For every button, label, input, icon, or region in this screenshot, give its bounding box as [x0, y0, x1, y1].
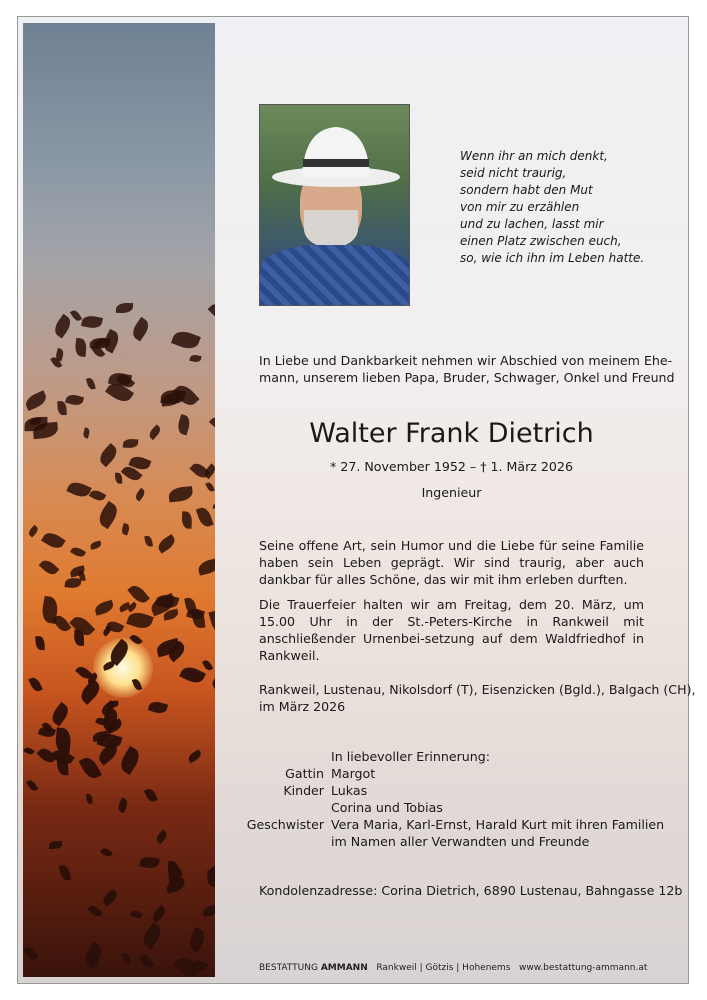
leaf-silhouette: [74, 338, 87, 357]
relatives-list: [240, 748, 664, 850]
leaf-silhouette: [203, 463, 215, 479]
leaf-silhouette: [66, 479, 91, 500]
leaf-silhouette: [81, 314, 103, 330]
intro-text: [259, 352, 675, 386]
relative-row: [240, 748, 664, 765]
leaf-silhouette: [26, 779, 38, 793]
leaf-silhouette: [24, 390, 49, 411]
relative-names: Corina und Tobias: [331, 800, 443, 815]
ceremony-paragraph: Die Trauerfeier halten wir am Freitag, dem 20. März, um 15.00 Uhr in der St.-Peters-Kirche in Rankweil mit anschließender Urnenbei-setzung auf dem Waldfriedhof in Rankweil.: [259, 597, 644, 663]
tribute-paragraph: Seine offene Art, sein Humor und die Liebe für seine Familie haben sein Leben geprägt. Wir sind traurig, aber auch dankbar für alles Schöne, das wir mit ihm erleben durften.: [259, 538, 644, 587]
website-link[interactable]: www.bestattung-ammann.at: [518, 963, 648, 973]
leaf-silhouette: [100, 846, 113, 858]
leaf-silhouette: [179, 664, 206, 687]
relative-row: [240, 833, 664, 850]
relative-row: [240, 799, 664, 816]
footer: [259, 963, 647, 973]
leaf-silhouette: [154, 830, 169, 845]
leaf-silhouette: [107, 701, 119, 708]
places-date: [259, 681, 696, 715]
locations: Rankweil | Götzis | Hohenems: [376, 963, 511, 973]
relation-label: [240, 833, 331, 850]
leaf-silhouette: [155, 534, 177, 554]
leaf-silhouette: [52, 314, 75, 339]
leaf-silhouette: [39, 557, 60, 578]
leaf-silhouette: [213, 503, 215, 510]
intro-line: mann, unserem lieben Papa, Bruder, Schwager, Onkel und Freund: [259, 370, 675, 385]
quote-line: sondern habt den Mut: [460, 183, 593, 197]
leaf-silhouette: [147, 424, 162, 440]
leaf-silhouette: [69, 309, 81, 323]
leaf-silhouette: [64, 393, 83, 408]
leaf-silhouette: [207, 871, 215, 887]
relative-row: [240, 816, 664, 833]
sunset-image: [23, 23, 215, 977]
relative-names: im Namen aller Verwandten und Freunde: [331, 834, 590, 849]
leaf-silhouette: [93, 599, 114, 615]
leaf-silhouette: [127, 582, 150, 606]
leaf-silhouette: [116, 303, 133, 314]
intro-line: In Liebe und Dankbarkeit nehmen wir Abschied von meinem Ehe-: [259, 353, 673, 368]
leaf-silhouette: [181, 512, 192, 530]
leaf-silhouette: [209, 608, 215, 635]
profession: Ingenieur: [421, 485, 482, 500]
leaf-silhouette: [58, 864, 71, 881]
leaf-silhouette: [41, 530, 65, 552]
leaf-silhouette: [171, 328, 201, 352]
condolence-address: Kondolenzadresse: Corina Dietrich, 6890 Lustenau, Bahngasse 12b: [259, 883, 683, 898]
quote-line: Wenn ihr an mich denkt,: [460, 149, 608, 163]
leaf-silhouette: [139, 953, 155, 971]
leaf-silhouette: [28, 676, 43, 694]
leaf-silhouette: [89, 488, 107, 503]
leaf-silhouette: [197, 557, 215, 575]
leaf-silhouette: [168, 486, 193, 503]
life-dates: * 27. November 1952 – † 1. März 2026: [330, 459, 573, 474]
leaf-silhouette: [187, 749, 203, 763]
leaf-silhouette: [209, 669, 215, 690]
leaf-silhouette: [209, 414, 215, 433]
leaf-silhouette: [190, 354, 202, 363]
leaf-silhouette: [126, 610, 154, 632]
leaf-silhouette: [55, 348, 65, 361]
quote-line: und zu lachen, lasst mir: [460, 217, 604, 231]
leaf-silhouette: [202, 905, 215, 917]
leaf-silhouette: [134, 488, 147, 502]
leaf-silhouette: [52, 613, 71, 634]
leaf-silhouette: [115, 473, 122, 485]
leaf-silhouette: [28, 525, 40, 537]
leaf-silhouette: [24, 746, 36, 757]
relative-names: Margot: [331, 766, 376, 781]
leaf-silhouette: [123, 439, 139, 449]
leaf-silhouette: [117, 797, 130, 813]
leaf-silhouette: [130, 909, 143, 921]
relation-label: Kinder: [283, 783, 324, 798]
quote-line: seid nicht traurig,: [460, 166, 567, 180]
deceased-name: Walter Frank Dietrich: [309, 418, 594, 449]
leaf-silhouette: [49, 702, 72, 726]
places-line: Rankweil, Lustenau, Nikolsdorf (T), Eisenzicken (Bgld.), Balgach (CH),: [259, 682, 696, 697]
relation-label: Geschwister: [246, 817, 324, 832]
brand-name-bold: AMMANN: [320, 963, 368, 973]
leaf-silhouette: [23, 945, 39, 963]
relative-row: [240, 782, 664, 799]
leaf-silhouette: [100, 889, 119, 907]
leaf-silhouette: [89, 541, 102, 550]
leaf-silhouette: [81, 427, 90, 439]
brand-name: BESTATTUNG: [259, 963, 318, 973]
leaf-silhouette: [121, 523, 131, 536]
portrait-photo: [259, 104, 410, 306]
relation-label: [240, 799, 331, 816]
leaf-silhouette: [140, 922, 165, 948]
leaf-silhouette: [96, 501, 122, 530]
quote-line: einen Platz zwischen euch,: [460, 234, 622, 248]
leaf-silhouette: [87, 903, 103, 919]
leaf-silhouette: [55, 728, 72, 754]
leaf-silhouette: [197, 505, 214, 527]
relative-names: Vera Maria, Karl-Ernst, Harald Kurt mit ihren Familien: [331, 817, 665, 832]
relative-names: Lukas: [331, 783, 368, 798]
quote-line: von mir zu erzählen: [460, 200, 580, 214]
relative-row: [240, 765, 664, 782]
leaf-silhouette: [86, 794, 92, 805]
relative-names: In liebevoller Erinnerung:: [331, 749, 490, 764]
leaf-silhouette: [139, 855, 159, 869]
leaf-silhouette: [121, 953, 131, 965]
leaf-silhouette: [208, 300, 215, 323]
leaf-silhouette: [86, 377, 96, 390]
leaf-silhouette: [202, 659, 213, 672]
leaf-silhouette: [117, 746, 142, 775]
places-line: im März 2026: [259, 699, 346, 714]
leaf-silhouette: [150, 904, 168, 922]
leaf-silhouette: [69, 545, 85, 559]
relation-label: Gattin: [285, 766, 324, 781]
leaf-silhouette: [49, 841, 62, 849]
leaf-silhouette: [36, 636, 45, 651]
leaf-silhouette: [187, 927, 208, 952]
quote-line: so, wie ich ihn im Leben hatte.: [460, 251, 645, 265]
leaf-silhouette: [147, 699, 167, 714]
leaf-silhouette: [80, 942, 105, 970]
relation-label: [240, 748, 331, 765]
leaf-silhouette: [57, 401, 66, 416]
leaf-silhouette: [145, 787, 159, 804]
leaf-silhouette: [129, 317, 152, 342]
leaf-silhouette: [97, 444, 120, 468]
quote: [460, 148, 644, 267]
leaf-silhouette: [144, 535, 153, 547]
leaf-silhouette: [176, 414, 192, 436]
leaf-silhouette: [205, 482, 215, 494]
